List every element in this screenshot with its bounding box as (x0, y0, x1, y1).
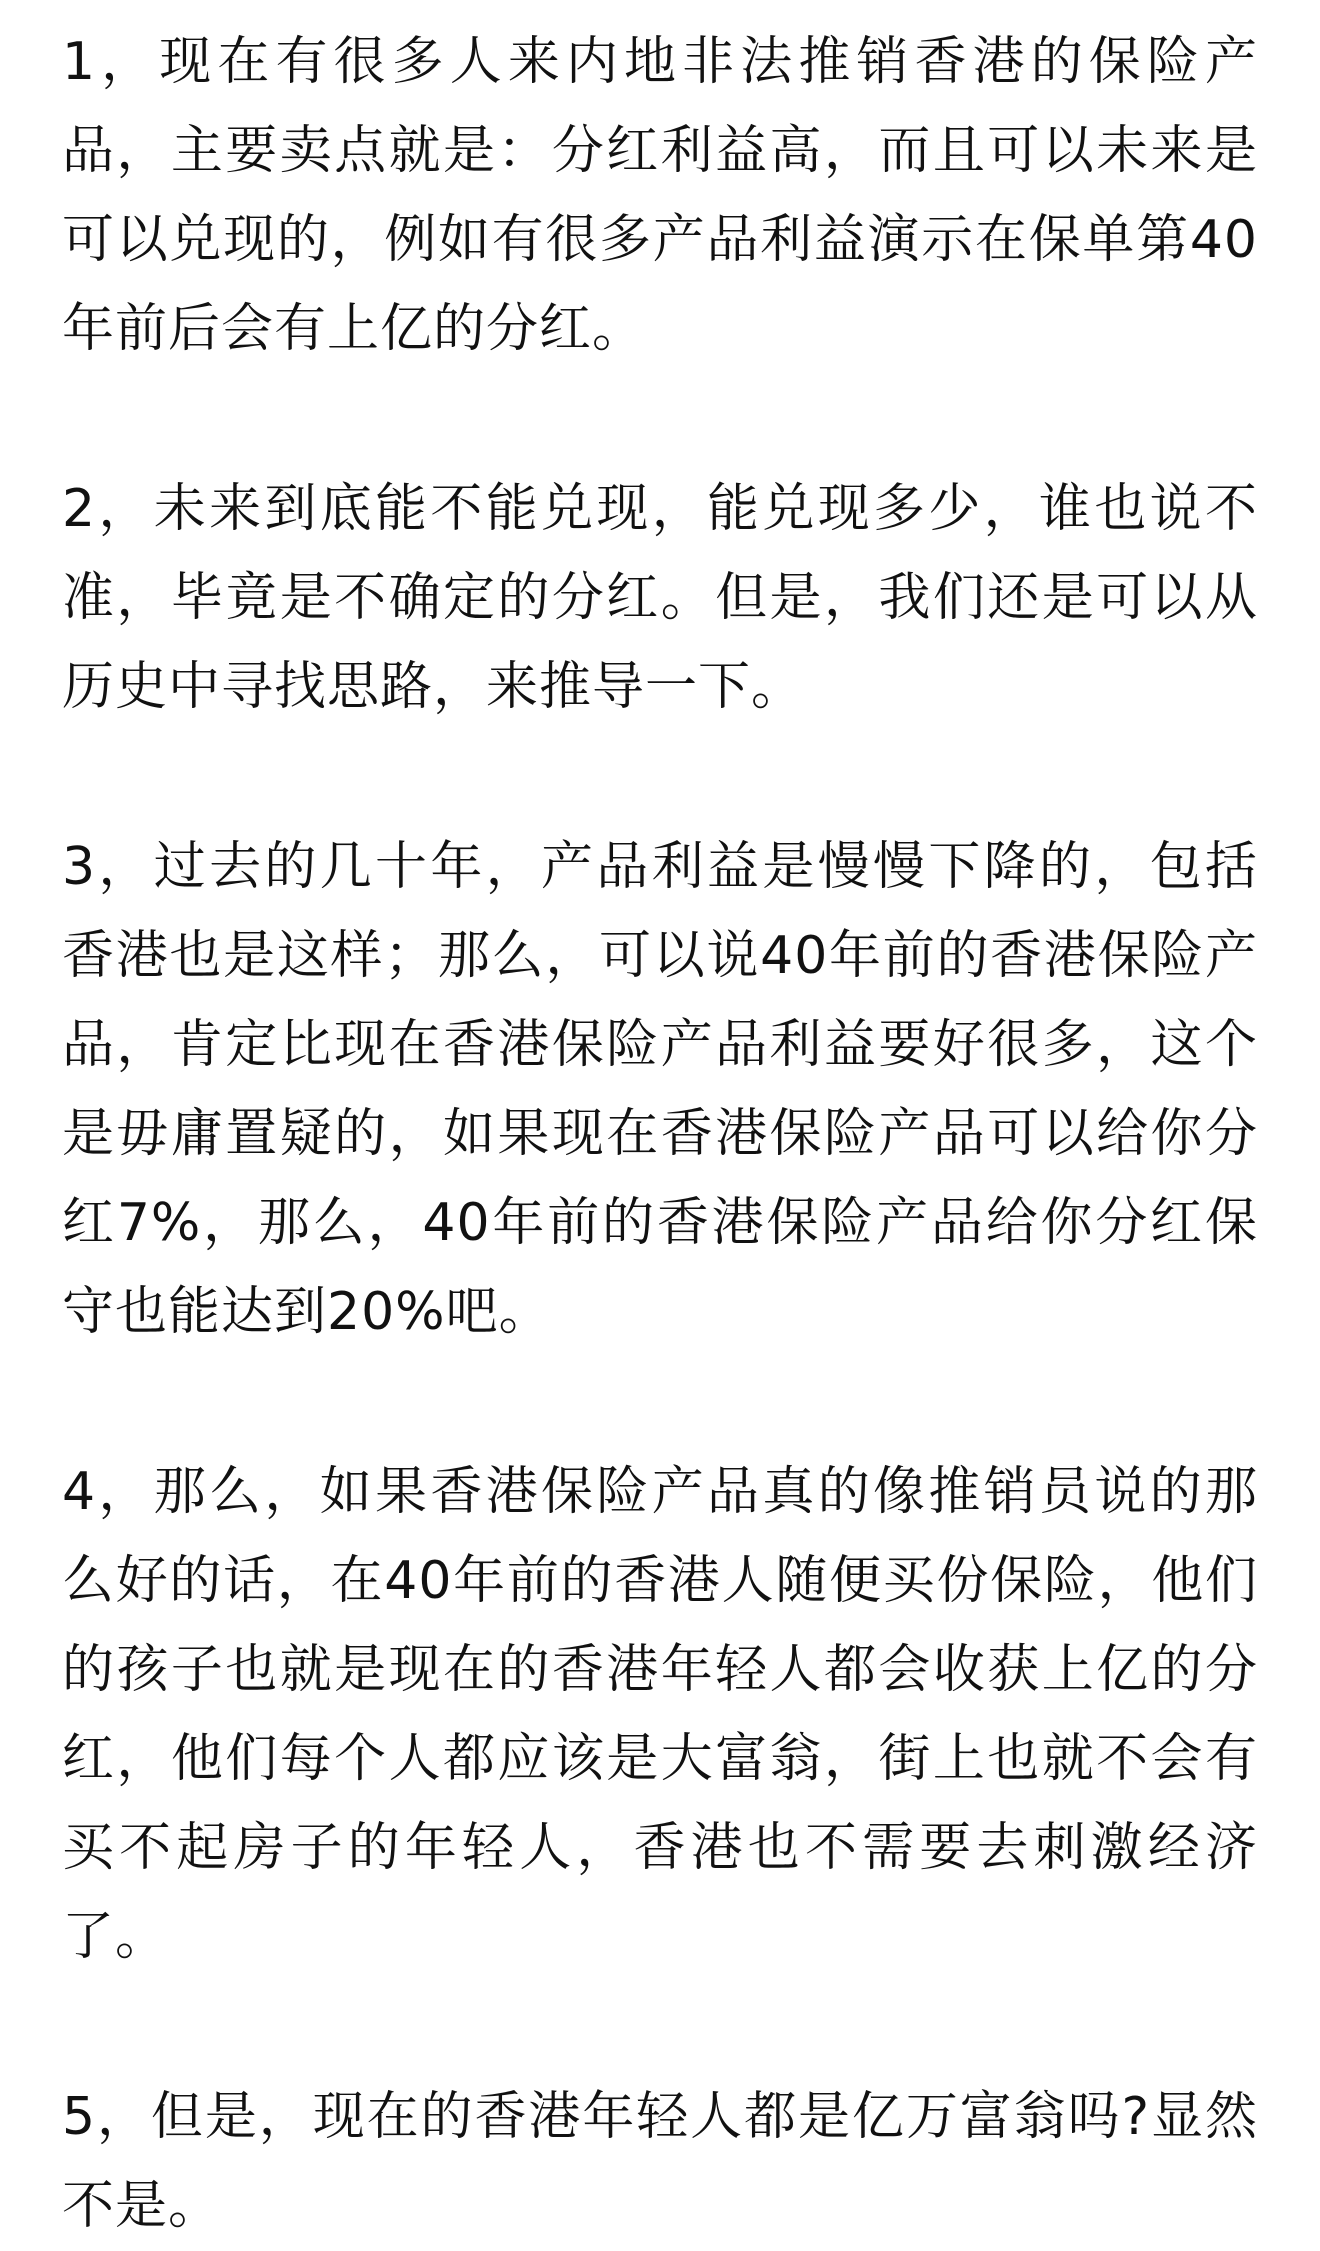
paragraph-4: 4，那么，如果香港保险产品真的像推销员说的那么好的话，在40年前的香港人随便买份保险，他们的孩子也就是现在的香港年轻人都会收获上亿的分红，他们每个人都应该是大富翁，街上也就不会有买不起房子的年轻人，香港也不需要去刺激经济了。 (62, 1462, 1258, 1967)
paragraph-1: 1，现在有很多人来内地非法推销香港的保险产品，主要卖点就是：分红利益高，而且可以未来是可以兑现的，例如有很多产品利益演示在保单第40年前后会有上亿的分红。 (62, 32, 1258, 359)
paragraph-2: 2，未来到底能不能兑现，能兑现多少，谁也说不准，毕竟是不确定的分红。但是，我们还是可以从历史中寻找思路，来推导一下。 (62, 479, 1258, 717)
paragraph-3: 3，过去的几十年，产品利益是慢慢下降的，包括香港也是这样；那么，可以说40年前的香港保险产品，肯定比现在香港保险产品利益要好很多，这个是毋庸置疑的，如果现在香港保险产品可以给你分红7%，那么，40年前的香港保险产品给你分红保守也能达到20%吧。 (62, 837, 1258, 1342)
article-body (62, 18, 1258, 2251)
paragraph-5: 5，但是，现在的香港年轻人都是亿万富翁吗?显然不是。 (62, 2087, 1258, 2236)
